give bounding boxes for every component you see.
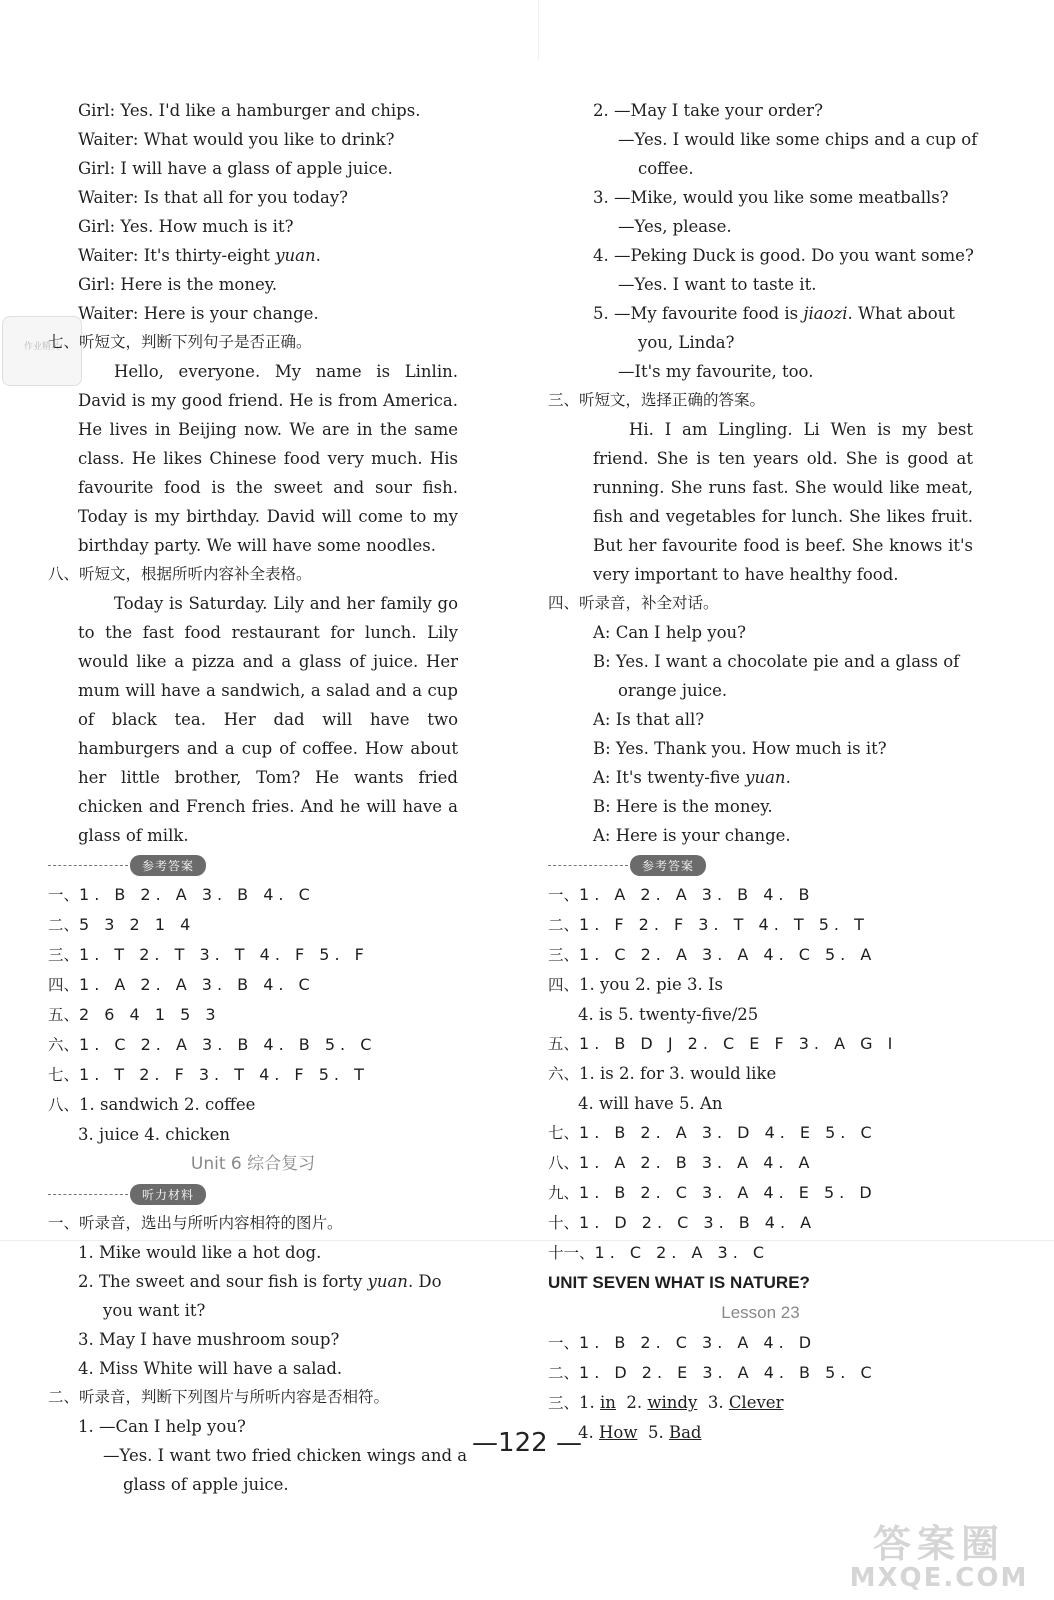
dialogue-line: Girl: Yes. How much is it? bbox=[78, 217, 294, 236]
q2-item: 4. —Peking Duck is good. Do you want some? bbox=[593, 246, 974, 265]
dashed-rule bbox=[48, 1194, 128, 1195]
answers-label-bar bbox=[548, 854, 973, 876]
answers-label: 参考答案 bbox=[130, 855, 206, 876]
q4-line: A: Is that all? bbox=[593, 710, 705, 729]
dialogue-line: Girl: I will have a glass of apple juice. bbox=[78, 159, 393, 178]
dialogue-line: Girl: Here is the money. bbox=[78, 275, 278, 294]
answer-row-cont: 3. juice 4. chicken bbox=[78, 1125, 231, 1144]
q1-item: 2. The sweet and sour fish is forty yuan. Do bbox=[78, 1272, 442, 1291]
answer-row: 三、1. in 2. windy 3. Clever bbox=[548, 1393, 784, 1412]
answer-row: 三、1. T 2. T 3. T 4. F 5. F bbox=[48, 945, 369, 964]
q4-line-cont: orange juice. bbox=[618, 681, 728, 700]
answer-row: 九、1. B 2. C 3. A 4. E 5. D bbox=[548, 1183, 877, 1202]
answers-label: 参考答案 bbox=[630, 855, 706, 876]
logo-stamp: 作业精灵 bbox=[2, 316, 82, 386]
q2-heading: 二、听录音，判断下列图片与所听内容是否相符。 bbox=[48, 1388, 390, 1406]
answer-row: 五、2 6 4 1 5 3 bbox=[48, 1005, 221, 1024]
page-number: —122 — bbox=[472, 1428, 582, 1458]
q1-heading: 一、听录音，选出与所听内容相符的图片。 bbox=[48, 1214, 343, 1232]
q4-line: B: Yes. Thank you. How much is it? bbox=[593, 739, 887, 758]
q4-line: A: It's twenty-five yuan. bbox=[593, 768, 791, 787]
answer-row: 三、1. C 2. A 3. A 4. C 5. A bbox=[548, 945, 877, 964]
q1-item: 3. May I have mushroom soup? bbox=[78, 1330, 340, 1349]
dashed-rule bbox=[48, 865, 128, 866]
q8-passage: Today is Saturday. Lily and her family go to the fast food restaurant for lunch. Lily would like a pizza and a glass of juice. Her mum will have a sandwich, a salad and a cup of black tea. Her dad will have two hamburgers and a cup of coffee. How about her little brother, Tom? He wants fried chicken and French fries. And he will have a glass of milk. bbox=[78, 594, 458, 845]
answers-list bbox=[48, 880, 458, 1149]
answer-row: 一、1. B 2. C 3. A 4. D bbox=[548, 1333, 817, 1352]
answer-row: 八、1. A 2. B 3. A 4. A bbox=[548, 1153, 815, 1172]
q2-item: 3. —Mike, would you like some meatballs? bbox=[593, 188, 949, 207]
answer-row: 二、1. F 2. F 3. T 4. T 5. T bbox=[548, 915, 869, 934]
q1-item-cont: you want it? bbox=[103, 1301, 206, 1320]
watermark: 答案圈 MXQE.COM bbox=[849, 1522, 1029, 1593]
listening-label: 听力材料 bbox=[130, 1184, 206, 1205]
q8-heading: 八、听短文，根据所听内容补全表格。 bbox=[48, 565, 312, 583]
answer-row: 六、1. is 2. for 3. would like bbox=[548, 1064, 777, 1083]
q2-item: 2. —May I take your order? bbox=[593, 101, 823, 120]
answer-row: 八、1. sandwich 2. coffee bbox=[48, 1095, 256, 1114]
q3-heading: 三、听短文，选择正确的答案。 bbox=[548, 391, 766, 409]
left-column bbox=[48, 96, 468, 1499]
q2-item-reply: —Yes. I want to taste it. bbox=[618, 275, 817, 294]
q2-item-reply: —Yes. I want two fried chicken wings and a bbox=[103, 1446, 468, 1465]
unit6-title: Unit 6 综合复习 bbox=[190, 1154, 316, 1174]
answer-row: 五、1. B D J 2. C E F 3. A G I bbox=[548, 1034, 898, 1053]
listening-label-bar bbox=[48, 1183, 458, 1205]
right-column bbox=[548, 96, 978, 1447]
q2-item: 5. —My favourite food is jiaozi. What about bbox=[593, 304, 955, 323]
dialogue-line: Waiter: Here is your change. bbox=[78, 304, 319, 323]
answer-row: 4. will have 5. An bbox=[578, 1094, 723, 1113]
answer-row: 十、1. D 2. C 3. B 4. A bbox=[548, 1213, 817, 1232]
answers-list bbox=[548, 880, 973, 1447]
q2-item-reply-cont: glass of apple juice. bbox=[123, 1475, 289, 1494]
answer-row: 十一、1. C 2. A 3. C bbox=[548, 1243, 770, 1262]
lesson-title: Lesson 23 bbox=[721, 1303, 800, 1322]
q4-line: B: Here is the money. bbox=[593, 797, 773, 816]
answer-row: 4. is 5. twenty-five/25 bbox=[578, 1005, 759, 1024]
answer-row: 六、1. C 2. A 3. B 4. B 5. C bbox=[48, 1035, 377, 1054]
answer-row: 七、1. T 2. F 3. T 4. F 5. T bbox=[48, 1065, 369, 1084]
dialogue-line: Waiter: Is that all for you today? bbox=[78, 188, 348, 207]
unit7-title: UNIT SEVEN WHAT IS NATURE? bbox=[548, 1273, 810, 1292]
q4-line: B: Yes. I want a chocolate pie and a glass of bbox=[593, 652, 960, 671]
answer-row: 七、1. B 2. A 3. D 4. E 5. C bbox=[548, 1123, 877, 1142]
answer-row-cont: 4. How 5. Bad bbox=[578, 1423, 702, 1442]
q4-heading: 四、听录音，补全对话。 bbox=[548, 594, 719, 612]
answer-row: 一、1. B 2. A 3. B 4. C bbox=[48, 885, 315, 904]
q4-line: A: Here is your change. bbox=[593, 826, 791, 845]
q2-item-cont: you, Linda? bbox=[638, 333, 735, 352]
q2-item-reply: —Yes. I would like some chips and a cup of bbox=[618, 130, 978, 149]
answer-row: 一、1. A 2. A 3. B 4. B bbox=[548, 885, 815, 904]
q2-item: 1. —Can I help you? bbox=[78, 1417, 246, 1436]
q2-item-reply: —Yes, please. bbox=[618, 217, 732, 236]
answer-row: 四、1. A 2. A 3. B 4. C bbox=[48, 975, 315, 994]
dialogue-line: Waiter: It's thirty-eight yuan. bbox=[78, 246, 321, 265]
q7-heading: 七、听短文，判断下列句子是否正确。 bbox=[48, 333, 312, 351]
page-fold bbox=[538, 0, 539, 60]
q1-item: 4. Miss White will have a salad. bbox=[78, 1359, 343, 1378]
answer-row: 四、1. you 2. pie 3. Is bbox=[548, 975, 723, 994]
q2-item-reply-cont: coffee. bbox=[638, 159, 694, 178]
q7-passage: Hello, everyone. My name is Linlin. David is my good friend. He is from America. He lives in Beijing now. We are in the same class. He likes Chinese food very much. His favourite food is the sweet and sour fish. Today is my birthday. David will come to my birthday party. We will have some noodles. bbox=[78, 362, 458, 555]
q1-item: 1. Mike would like a hot dog. bbox=[78, 1243, 322, 1262]
q4-line: A: Can I help you? bbox=[593, 623, 747, 642]
q3-passage: Hi. I am Lingling. Li Wen is my best friend. She is ten years old. She is good at running. She runs fast. She would like meat, fish and vegetables for lunch. She likes fruit. But her favourite food is beef. She knows it's very important to have healthy food. bbox=[593, 420, 973, 584]
dialogue-block bbox=[48, 96, 458, 328]
q2-item-reply: —It's my favourite, too. bbox=[618, 362, 814, 381]
dialogue-line: Girl: Yes. I'd like a hamburger and chips. bbox=[78, 101, 421, 120]
dialogue-line: Waiter: What would you like to drink? bbox=[78, 130, 395, 149]
answer-row: 二、5 3 2 1 4 bbox=[48, 915, 196, 934]
dashed-rule bbox=[548, 865, 628, 866]
answers-label-bar bbox=[48, 854, 458, 876]
answer-row: 二、1. D 2. E 3. A 4. B 5. C bbox=[548, 1363, 877, 1382]
